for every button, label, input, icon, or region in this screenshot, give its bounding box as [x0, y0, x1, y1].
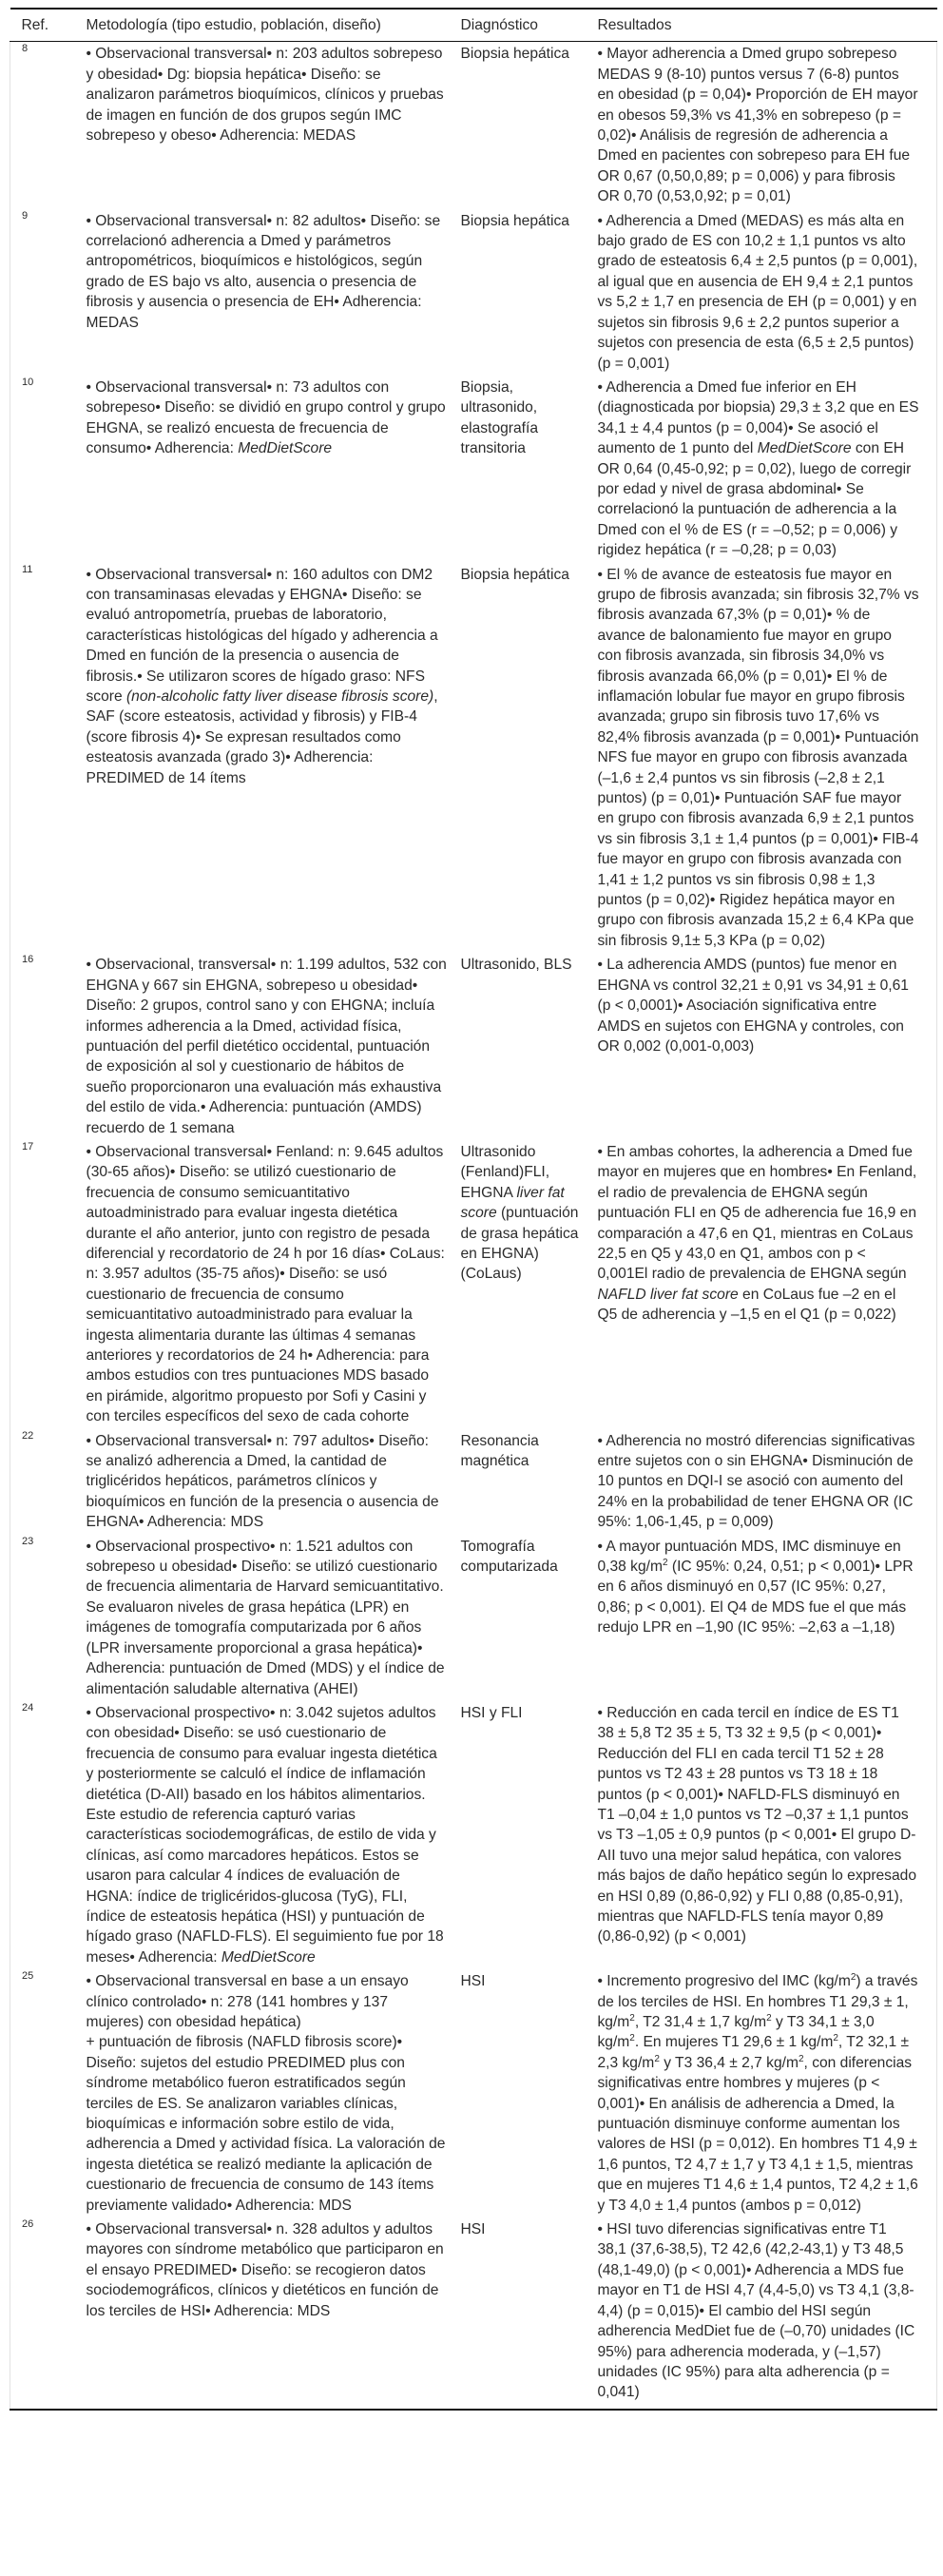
table-row [10, 209, 937, 376]
results-cell [598, 1969, 937, 2218]
cell-text: , SAF (score esteatosis, actividad y fibrosis) y FIB-4 (score fibrosis 4)• Se expresan resultados como esteatosis avanzada (grado 3)• Adherencia: PREDIMED de 14 ítems [86, 688, 438, 786]
cell-text: Biopsia hepática [460, 212, 569, 229]
methodology-cell [87, 209, 461, 376]
cell-text: , T2 31,4 ± 1,7 kg/m [634, 2014, 767, 2030]
superscript: 2 [654, 2053, 660, 2064]
cell-text: • Observacional transversal• n: 73 adultos con sobrepeso• Diseño: se dividió en grupo control y grupo EHGNA, se realizó encuesta de frecuencia de consumo• Adherencia: [86, 378, 446, 457]
ref-number: 8 [22, 43, 29, 55]
cell-text: • A mayor puntuación MDS, IMC disminuye en 0,38 kg/m [597, 1538, 901, 1576]
diagnosis-cell [461, 376, 598, 563]
cell-text: • Mayor adherencia a Dmed grupo sobrepeso MEDAS 9 (8-10) puntos versus 7 (6-8) puntos en obesidad (p = 0,04)• Proporción de EH mayor en obesos 59,3% vs 41,3% en sobrepeso (p = 0,02)• Análisis de regresión de adherencia a Dmed en pacientes con sobrepeso para EH fue OR 0,67 (0,50,0,89; p = 0,006) y para fibrosis OR 0,70 (0,53,0,92; p = 0,01) [597, 46, 918, 205]
diagnosis-cell [461, 563, 598, 954]
cell-text: Ultrasonido (Fenland)FLI, EHGNA [460, 1143, 550, 1201]
cell-text: (puntuación de grasa hepática en EHGNA) (CoLaus) [460, 1205, 579, 1283]
ref-number: 23 [22, 1535, 34, 1547]
cell-text: • Adherencia no mostró diferencias significativas entre sujetos con o sin EHGNA• Disminución de 10 puntos en DQI-I se asoció con aumento del 24% en la probabilidad de tener EHGNA OR (IC 95%: 1,06-1,45, p = 0,009) [597, 1432, 915, 1531]
ref-cell [10, 1140, 87, 1429]
italic-text: MedDietScore [757, 440, 852, 457]
header-row [10, 9, 937, 42]
cell-text: Biopsia hepática [460, 566, 569, 583]
ref-cell [10, 1969, 87, 2218]
cell-text: • El % de avance de esteatosis fue mayor en grupo de fibrosis avanzada; sin fibrosis 32,7% vs fibrosis avanzada 67,3% (p = 0,01)• % de avance de balonamiento fue mayor en grupo con fibrosis avanzada, sin fibrosis 34,0% vs fibrosis avanzada 66,0% (p = 0,01)• El % de inflamación lobular fue mayor en grupo fibrosis avanzada; grupo sin fibrosis tuvo 17,6% vs 82,4% fibrosis avanzada (p = 0,001)• Puntuación NFS fue mayor en grupo con fibrosis avanzada (–1,6 ± 2,4 puntos vs sin fibrosis (–2,8 ± 2,1 puntos) (p = 0,01)• Puntuación SAF fue mayor en grupo con fibrosis avanzada 6,9 ± 2,1 puntos vs sin fibrosis 3,1 ± 1,4 puntos (p = 0,001)• FIB-4 fue mayor en grupo con fibrosis avanzada con 1,41 ± 1,2 puntos vs sin fibrosis 0,98 ± 1,3 puntos (p = 0,02)• Rigidez hepática mayor en grupo con fibrosis avanzada 15,2 ± 6,4 KPa que sin fibrosis 9,1± 5,3 KPa (p = 0,02) [597, 566, 919, 949]
cell-text: Resonancia magnética [460, 1432, 539, 1470]
methodology-cell [87, 1140, 461, 1429]
cell-text: ) a través de los terciles de HSI. En hombres T1 29,3 ± 1, kg/m [597, 1973, 918, 2030]
ref-cell [10, 42, 87, 209]
cell-text: • Observacional transversal en base a un ensayo clínico controlado• n: 278 (141 hombres y 137 mujeres) con obesidad hepática) [86, 1973, 409, 2030]
cell-text: HSI y FLI [460, 1704, 523, 1721]
ref-number: 17 [22, 1140, 34, 1152]
italic-text: NAFLD liver fat score [597, 1286, 739, 1303]
superscript: 2 [629, 2033, 635, 2044]
methodology-cell [87, 953, 461, 1140]
table-container [10, 8, 937, 2411]
results-cell [598, 2218, 937, 2410]
header-ref: Ref. [10, 9, 87, 42]
ref-cell [10, 1535, 87, 1701]
cell-text: • Observacional transversal• n: 82 adultos• Diseño: se correlacionó adherencia a Dmed y parámetros antropométricos, bioquímicos e histológicos, según grado de ES bajo vs alto, ausencia o presencia de fibrosis y ausencia o presencia de EH• Adherencia: MEDAS [86, 212, 441, 331]
cell-text: • Observacional transversal• n: 203 adultos sobrepeso y obesidad• Dg: biopsia hepática• Diseño: se analizaron parámetros bioquímicos, clínicos y pruebas de imagen en función de dos grupos según IMC sobrepeso y obeso• Adherencia: MEDAS [86, 46, 444, 145]
ref-number: 11 [22, 563, 33, 575]
cell-text: , con diferencias significativas entre hombres y mujeres (p < 0,001)• En análisis de adherencia a Dmed, la puntuación disminuye conforme aumentan los valores de HSI (p = 0,012). En hombres T1 4,9 ± 1,6 puntos, T2 4,7 ± 1,7 y T3 4,1 ± 1,5, mientras que en mujeres T1 4,6 ± 1,4 puntos, T2 4,2 ± 1,6 y T3 4,0 ± 1,4 puntos (ambos p = 0,012) [597, 2054, 918, 2214]
results-cell [598, 1535, 937, 1701]
cell-text: . En mujeres T1 29,6 ± 1 kg/m [634, 2034, 834, 2051]
cell-text: • Observacional, transversal• n: 1.199 adultos, 532 con EHGNA y 667 sin EHGNA, sobrepeso u obesidad• Diseño: 2 grupos, control sano y con EHGNA; incluía informes adherencia a la Dmed, actividad física, puntuación del perfil dietético occidental, puntuación de exposición al sol y cuestionario de hábitos de sueño proporcionaron una evaluación más exhaustiva del estilo de vida.• Adherencia: puntuación (AMDS) recuerdo de 1 semana [86, 957, 447, 1136]
ref-cell [10, 1429, 87, 1535]
diagnosis-cell [461, 1969, 598, 2218]
results-cell [598, 376, 937, 563]
italic-text: MedDietScore [238, 440, 333, 457]
methodology-cell [87, 2218, 461, 2410]
italic-text: MedDietScore [221, 1948, 316, 1966]
table-row [10, 376, 937, 563]
cell-text: Biopsia hepática [460, 46, 569, 63]
diagnosis-cell [461, 1535, 598, 1701]
table-row [10, 953, 937, 1140]
diagnosis-cell [461, 1140, 598, 1429]
superscript: 2 [850, 1972, 856, 1983]
ref-number: 16 [22, 954, 34, 966]
table-header [10, 9, 937, 42]
results-cell [598, 953, 937, 1140]
cell-text: Tomografía computarizada [460, 1538, 558, 1576]
results-cell [598, 1701, 937, 1969]
superscript: 2 [766, 2012, 772, 2024]
diagnosis-cell [461, 1429, 598, 1535]
cell-text: , T2 32,1 ± 2,3 kg/m [597, 2034, 910, 2071]
cell-text: Ultrasonido, BLS [460, 957, 572, 974]
italic-text: (non-alcoholic fatty liver disease fibrosis score) [125, 688, 434, 705]
diagnosis-cell [461, 209, 598, 376]
superscript: 2 [798, 2053, 804, 2064]
table-row [10, 2218, 937, 2410]
ref-number: 26 [22, 2218, 34, 2231]
cell-text: • Observacional transversal• n: 797 adultos• Diseño: se analizó adherencia a Dmed, la cantidad de triglicéridos hepáticos, parámetros clínicos y bioquímicos en función de la presencia o ausencia de EHGNA• Adherencia: MDS [86, 1432, 439, 1531]
diagnosis-cell [461, 1701, 598, 1969]
cell-text: • HSI tuvo diferencias significativas entre T1 38,1 (37,6-38,5), T2 42,6 (42,2-43,1) y T3 48,5 (48,1-49,0) (p < 0,001)• Adherencia a MDS fue mayor en T1 de HSI 4,7 (4,4-5,0) vs T3 4,1 (3,8-4,4) (p = 0,015)• El cambio del HSI según adherencia MedDiet fue de (–0,70) unidades (IC 95%) para adherencia moderada, y (–1,57) unidades (IC 95%) para alta adherencia (p = 0,041) [597, 2221, 915, 2401]
cell-text: • Adherencia a Dmed fue inferior en EH (diagnosticada por biopsia) 29,3 ± 3,2 que en ES 34,1 ± 4,4 puntos (p = 0,004)• Se asoció el aumento de 1 punto del [597, 378, 919, 457]
table-row [10, 1701, 937, 1969]
table-row [10, 1969, 937, 2218]
italic-text: liver fat score [460, 1184, 565, 1222]
table-row [10, 1535, 937, 1701]
table-row [10, 563, 937, 954]
ref-cell [10, 376, 87, 563]
ref-cell [10, 563, 87, 954]
ref-number: 10 [22, 376, 34, 388]
results-cell [598, 563, 937, 954]
cell-text: • Incremento progresivo del IMC (kg/m [597, 1973, 851, 1990]
cell-text: • La adherencia AMDS (puntos) fue menor en EHGNA vs control 32,21 ± 0,91 vs 34,91 ± 0,61 (p < 0,0001)• Asociación significativa entre AMDS en sujetos con EHGNA y controles, con OR 0,002 (0,001-0,003) [597, 957, 909, 1055]
cell-text: • Observacional prospectivo• n: 3.042 sujetos adultos con obesidad• Diseño: se usó cuestionario de frecuencia de consumo para evaluar ingesta dietética y posteriormente se calculó el índice de inflamación dietética (D-AII) basado en los hábitos alimentarios. Este estudio de referencia capturó varias características sociodemográficas, de estilo de vida y clínicas, así como marcadores hepáticos. Estos se usaron para calcular 4 índices de evaluación de HGNA: índice de triglicéridos-glucosa (TyG), FLI, índice de esteatosis hepática (HSI) y puntuación de hígado graso (NAFLD-FLS). El seguimiento fue por 18 meses• Adherencia: [86, 1704, 444, 1966]
table-body [10, 42, 937, 2410]
diagnosis-cell [461, 42, 598, 209]
diagnosis-cell [461, 953, 598, 1140]
ref-cell [10, 2218, 87, 2410]
methodology-cell [87, 42, 461, 209]
cell-text: • Observacional prospectivo• n: 1.521 adultos con sobrepeso u obesidad• Diseño: se utilizó cuestionario de frecuencia alimentaria de Harvard semicuantitativo. Se evaluaron niveles de grasa hepática (LPR) en imágenes de tomografía computarizada por 6 años (LPR inversamente proporcional a grasa hepática)• Adherencia: puntuación de Dmed (MDS) y el índice de alimentación saludable alternativa (AHEI) [86, 1538, 445, 1697]
cell-text: (IC 95%: 0,24, 0,51; p < 0,001)• LPR en 6 años disminuyó en 0,57 (IC 95%: 0,27, 0,86; p < 0,001). El Q4 de MDS fue el que más redujo LPR en –1,90 (IC 95%: –2,63 a –1,18) [597, 1559, 914, 1637]
results-cell [598, 209, 937, 376]
ref-cell [10, 209, 87, 376]
methodology-cell [87, 1701, 461, 1969]
ref-number: 22 [22, 1429, 34, 1442]
diagnosis-cell [461, 2218, 598, 2410]
methodology-cell [87, 1429, 461, 1535]
cell-text: • En ambas cohortes, la adherencia a Dmed fue mayor en mujeres que en hombres• En Fenland, el radio de prevalencia de EHGNA según puntuación FLI en Q5 de adherencia fue 16,9 en comparación a 47,6 en Q1, mientras en CoLaus 22,5 en Q5 y 43,0 en Q1, ambos con p < 0,001El radio de prevalencia de EHGNA según [597, 1143, 917, 1283]
header-diagnosis: Diagnóstico [461, 9, 598, 42]
results-cell [598, 1429, 937, 1535]
ref-cell [10, 1701, 87, 1969]
studies-table [10, 8, 937, 2411]
superscript: 2 [629, 2012, 635, 2024]
superscript: 2 [662, 1557, 668, 1568]
cell-text: y T3 34,1 ± 3,0 kg/m [597, 2014, 875, 2051]
ref-cell [10, 953, 87, 1140]
cell-text: con EH OR 0,64 (0,45-0,92; p = 0,02), luego de corregir por edad y nivel de grasa abdominal• Se correlacionó la puntuación de adherencia a la Dmed con el % de ES (r = –0,52; p = 0,006) y rigidez hepática (r = –0,28; p = 0,03) [597, 440, 912, 559]
cell-text: HSI [460, 2221, 486, 2238]
table-row [10, 1140, 937, 1429]
cell-text: en CoLaus fue –2 en el Q5 de adherencia y –1,5 en el Q1 (p = 0,022) [597, 1286, 896, 1324]
ref-number: 9 [22, 209, 29, 222]
ref-number: 25 [22, 1970, 34, 1983]
header-methodology: Metodología (tipo estudio, población, diseño) [87, 9, 461, 42]
methodology-cell [87, 376, 461, 563]
cell-text-line: + puntuación de fibrosis (NAFLD fibrosis score)• Diseño: sujetos del estudio PREDIMED plus con síndrome metabólico fueron estratificados según terciles de ES. Se analizaron variables clínicas, bioquímicas e información sobre estilo de vida, adherencia a Dmed y actividad física. La valoración de ingesta dietética se realizó mediante la aplicación de cuestionario de frecuencia de consumo de 143 ítems previamente validado• Adherencia: MDS [86, 2034, 446, 2214]
methodology-cell [87, 563, 461, 954]
superscript: 2 [833, 2033, 838, 2044]
results-cell [598, 42, 937, 209]
table-row [10, 1429, 937, 1535]
header-results: Resultados [598, 9, 937, 42]
cell-text: Biopsia, ultrasonido, elastografía transitoria [460, 378, 538, 457]
cell-text: • Observacional transversal• n: 160 adultos con DM2 con transaminasas elevadas y EHGNA• Diseño: se evaluó antropometría, pruebas de laboratorio, características histológicas del hígado y adherencia a Dmed en función de la presencia o ausencia de fibrosis.• Se utilizaron scores de hígado graso: NFS score [86, 566, 438, 705]
methodology-cell [87, 1535, 461, 1701]
methodology-cell [87, 1969, 461, 2218]
cell-text: • Adherencia a Dmed (MEDAS) es más alta en bajo grado de ES con 10,2 ± 1,1 puntos vs alto grado de esteatosis 6,4 ± 2,5 puntos (p = 0,001), al igual que en ausencia de EH 9,4 ± 2,1 puntos vs 5,2 ± 1,7 en presencia de EH (p = 0,001) y en sujetos sin fibrosis 9,6 ± 2,2 puntos superior a sujetos con presencia de esta (6,5 ± 2,5 puntos) (p = 0,001) [597, 212, 918, 372]
table-row [10, 42, 937, 209]
ref-number: 24 [22, 1701, 34, 1714]
cell-text: y T3 36,4 ± 2,7 kg/m [659, 2054, 799, 2071]
cell-text: • Observacional transversal• Fenland: n: 9.645 adultos (30-65 años)• Diseño: se utilizó cuestionario de frecuencia de consumo semicuantitativo autoadministrado para evaluar ingesta dietética durante el año anterior, junto con registro de pesada diferencial y recordatorio de 24 h por 16 días• CoLaus: n: 3.957 adultos (35-75 años)• Diseño: se usó cuestionario de frecuencia de consumo semicuantitativo autoadministrado para evaluar la ingesta alimentaria durante las últimas 4 semanas anteriores y recordatorios de 24 h• Adherencia: para ambos estudios con tres puntuaciones MDS basado en pirámide, algoritmo propuesto por Sofi y Casini y con terciles específicos del sexo de cada cohorte [86, 1143, 445, 1425]
cell-text: • Observacional transversal• n. 328 adultos y adultos mayores con síndrome metabólico que participaron en el ensayo PREDIMED• Diseño: se recogieron datos sociodemográficos, clínicos y dietéticos en función de los terciles de HSI• Adherencia: MDS [86, 2221, 444, 2319]
cell-text: HSI [460, 1973, 486, 1990]
results-cell [598, 1140, 937, 1429]
cell-text: • Reducción en cada tercil en índice de ES T1 38 ± 5,8 T2 35 ± 5, T3 32 ± 9,5 (p < 0,001)• Reducción del FLI en cada tercil T1 52 ± 28 puntos vs T2 43 ± 28 puntos vs T3 18 ± 18 puntos (p < 0,001)• NAFLD-FLS disminuyó en T1 –0,04 ± 1,0 puntos vs T2 –0,37 ± 1,1 puntos vs T3 –1,05 ± 0,9 puntos (p < 0,001• El grupo D-AII tuvo una mejor salud hepática, con valores más bajos de daño hepático según lo expresado en HSI 0,89 (0,86-0,92) y FLI 0,88 (0,85-0,91), mientras que NAFLD-FLS tenía mayor 0,89 (0,86-0,92) (p < 0,001) [597, 1704, 917, 1946]
